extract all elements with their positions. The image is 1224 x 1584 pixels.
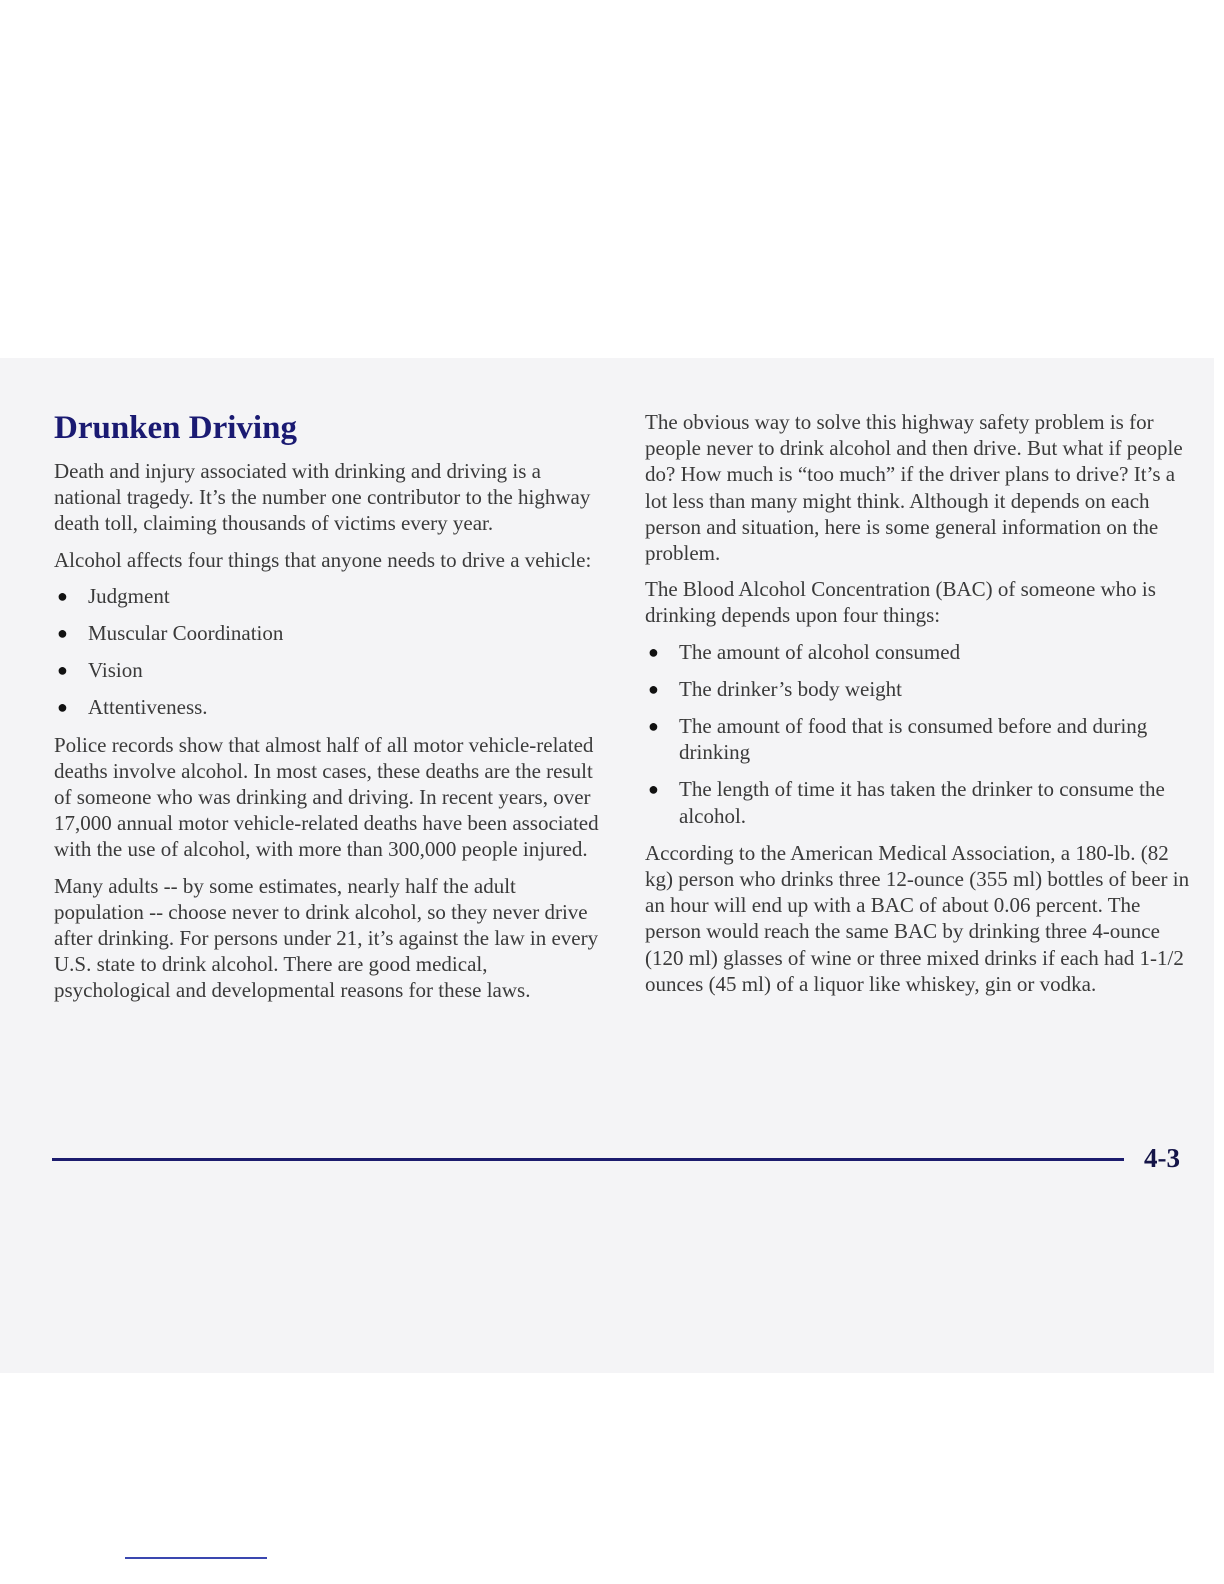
bottom-divider <box>125 1557 267 1559</box>
bullet-icon: ● <box>648 678 659 699</box>
list-item: ● The length of time it has taken the drinker to consume the alcohol. <box>648 777 1165 828</box>
list-item: ● Vision <box>57 658 143 683</box>
affected-abilities-list <box>54 583 606 721</box>
bullet-icon: ● <box>648 716 659 737</box>
alcohol-affects-paragraph: Alcohol affects four things that anyone needs to drive a vehicle: <box>54 547 592 572</box>
bullet-icon: ● <box>648 779 659 800</box>
ama-paragraph: According to the American Medical Association, a 180-lb. (82 kg) person who drinks three 12-ounce (355 ml) bottles of beer in an hour will end up with a BAC of about 0.06 percent. The person would reach the same BAC by drinking three 4-ounce (120 ml) glasses of wine or three mixed drinks if each had 1-1/2 ounces (45 ml) of a liquor like whiskey, gin or vodka. <box>645 840 1190 996</box>
bac-factors-list <box>645 639 1190 829</box>
bullet-icon: ● <box>57 697 68 718</box>
bac-paragraph: The Blood Alcohol Concentration (BAC) of someone who is drinking depends upon four things: <box>645 577 1156 628</box>
list-item: ● The drinker’s body weight <box>648 676 902 701</box>
intro-paragraph: Death and injury associated with drinking and driving is a national tragedy. It’s the number one contributor to the highway death toll, claiming thousands of victims every year. <box>54 459 591 536</box>
list-item: ● Muscular Coordination <box>57 621 284 646</box>
left-column <box>54 406 606 1014</box>
list-item: ● The amount of food that is consumed before and during drinking <box>648 714 1148 765</box>
footer-rule <box>52 1158 1124 1161</box>
police-records-paragraph: Police records show that almost half of all motor vehicle-related deaths involve alcohol. In most cases, these deaths are the result of someone who was drinking and driving. In recent years, over 17,000 annual motor vehicle-related deaths have been associated with the use of alcohol, with more than 300,000 people injured. <box>54 732 599 862</box>
page-number: 4-3 <box>1144 1143 1180 1173</box>
solution-paragraph: The obvious way to solve this highway safety problem is for people never to drink alcohol and then drive. But what if people do? How much is “too much” if the driver plans to drive? It’s a lot less than many might think. Although it depends on each person and situation, here is some general information on the problem. <box>645 410 1183 566</box>
list-item: ● Judgment <box>57 583 170 608</box>
adults-paragraph: Many adults -- by some estimates, nearly half the adult population -- choose never to drink alcohol, so they never drive after drinking. For persons under 21, it’s against the law in every U.S. state to drink alcohol. There are good medical, psychological and developmental reasons for these laws. <box>54 873 599 1003</box>
bullet-icon: ● <box>57 623 68 644</box>
list-item: ● The amount of alcohol consumed <box>648 639 961 664</box>
list-item: ● Attentiveness. <box>57 695 208 720</box>
page-title: Drunken Driving <box>54 410 297 446</box>
bullet-icon: ● <box>57 660 68 681</box>
right-column <box>645 409 1190 1007</box>
bullet-icon: ● <box>648 641 659 662</box>
bullet-icon: ● <box>57 585 68 606</box>
